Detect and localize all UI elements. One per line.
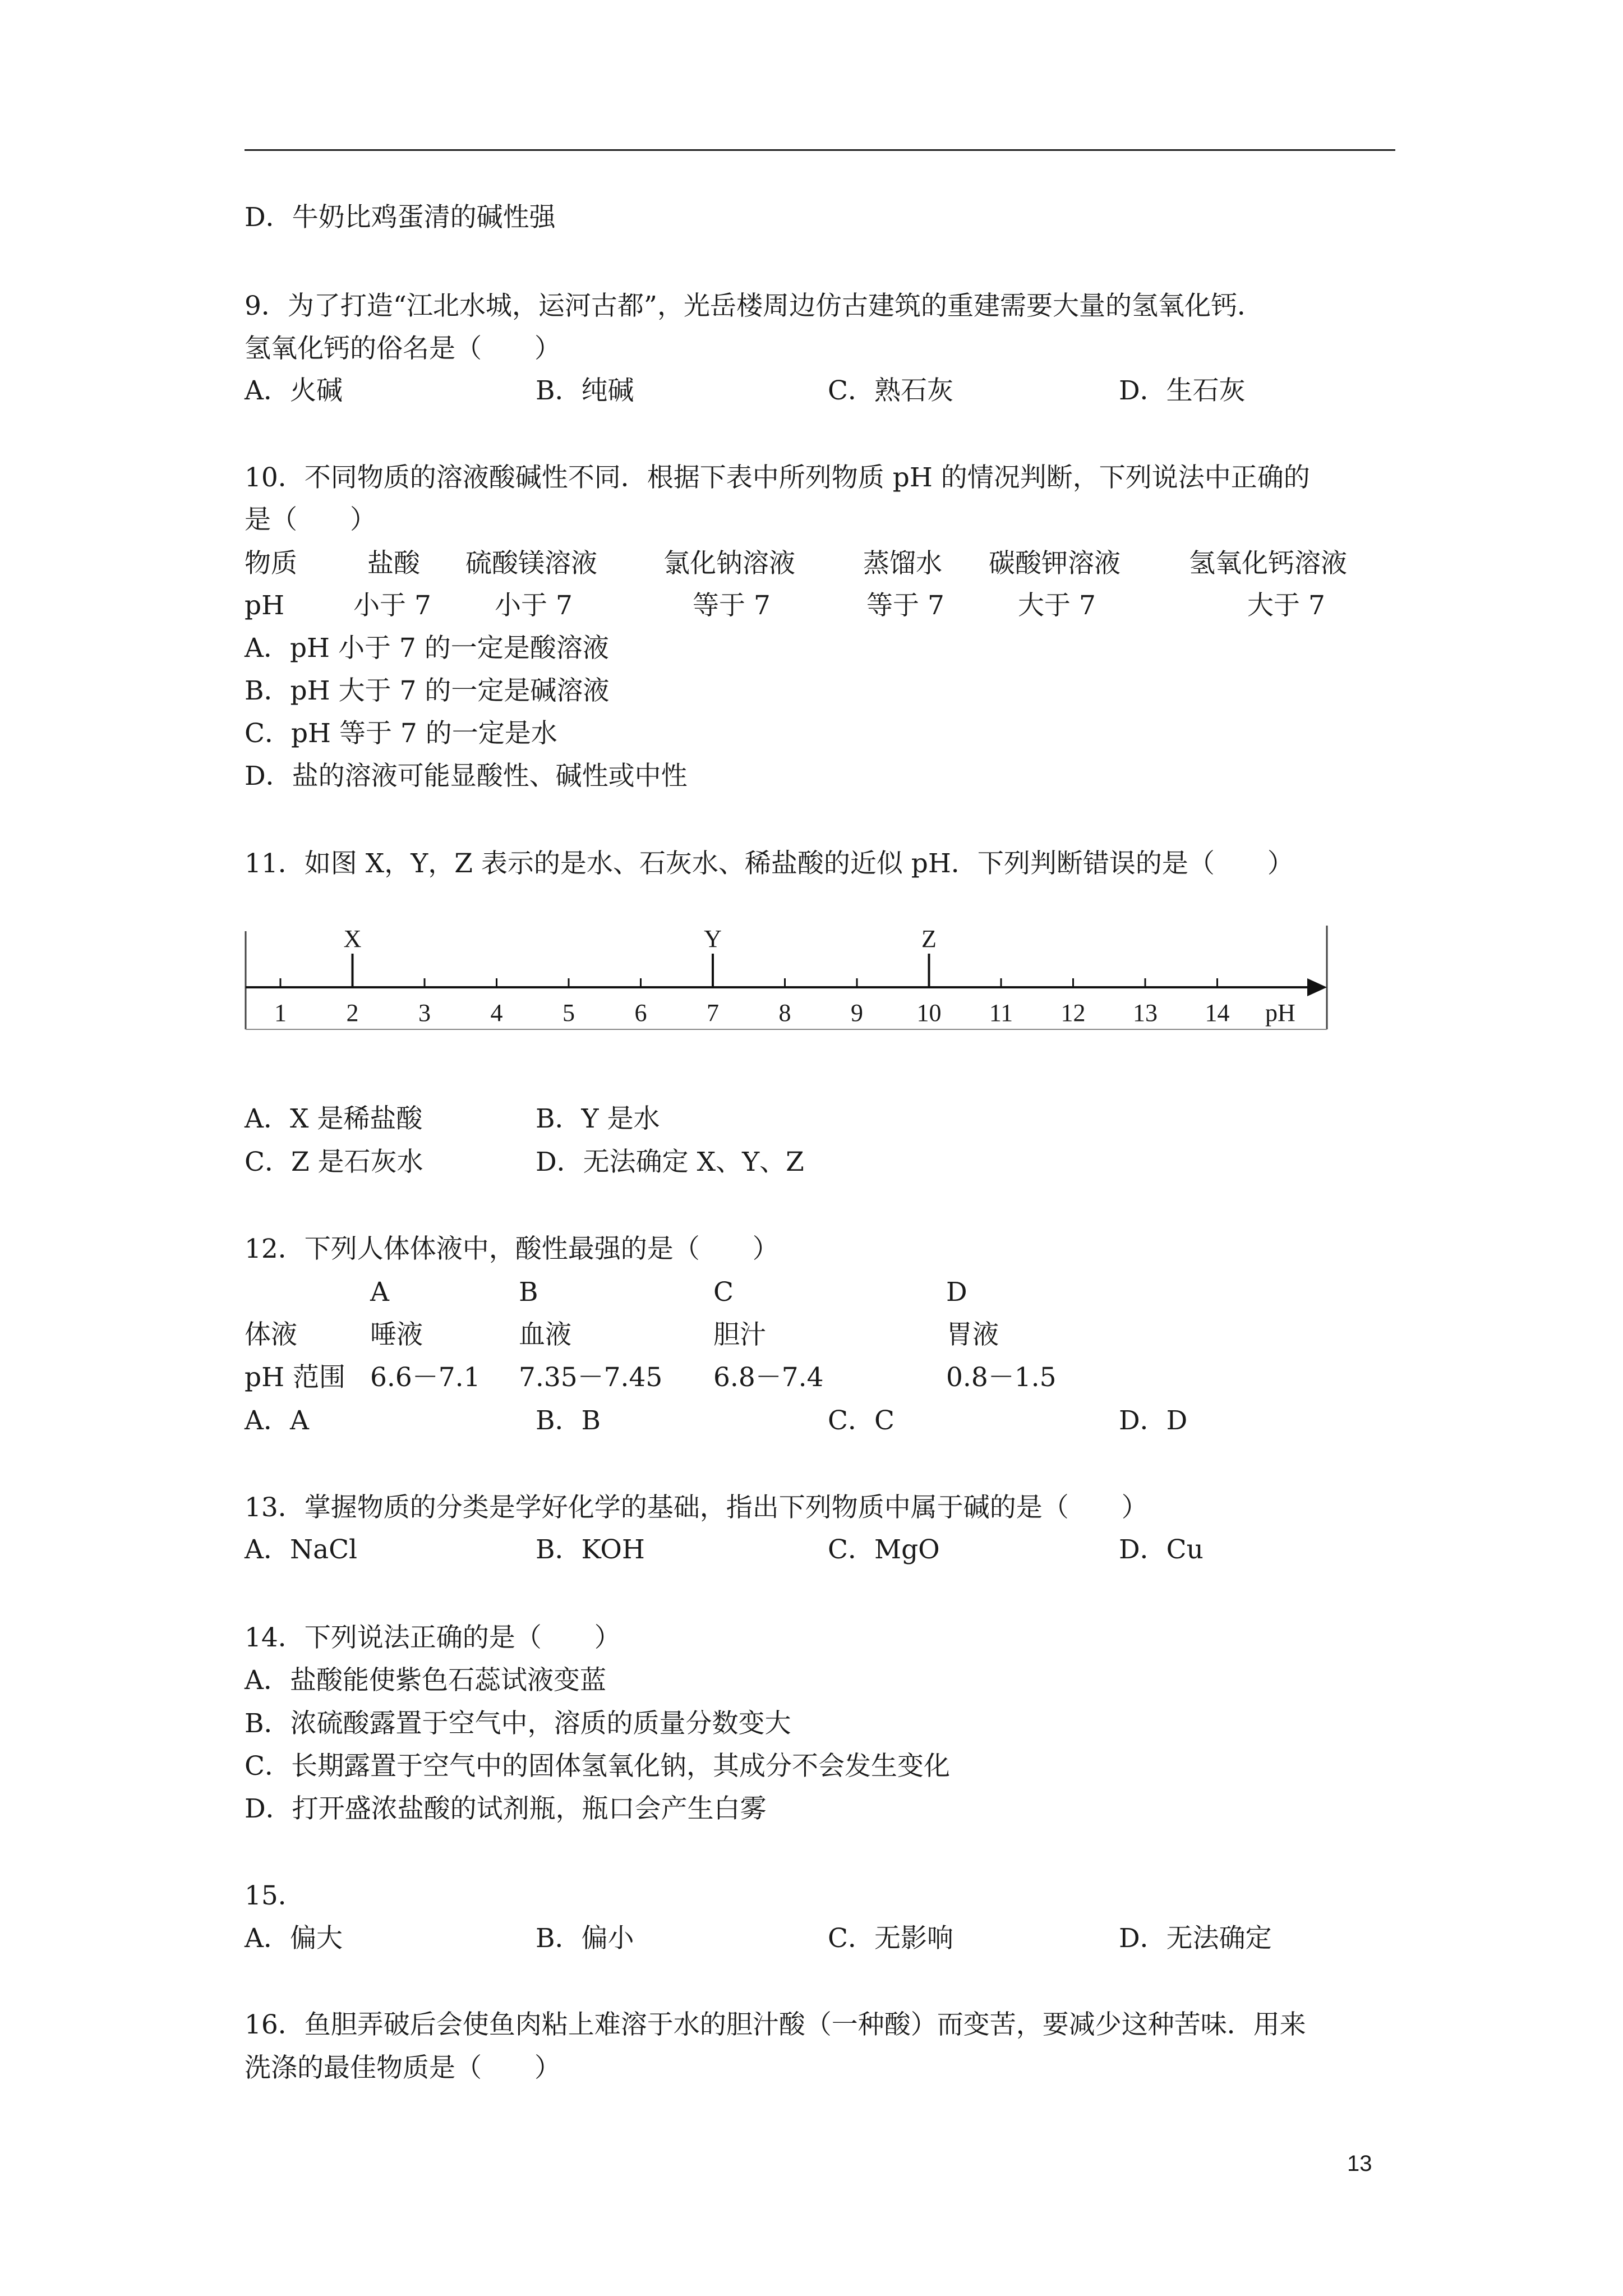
- ph-tick-label-9: 9: [851, 999, 863, 1027]
- q11-option-d: D．无法确定 X、Y、Z: [536, 1147, 804, 1177]
- q9-option-d: D．生石灰: [1119, 375, 1246, 406]
- q12-col-letter-c: C: [713, 1277, 734, 1308]
- q12-col-letter-a: A: [370, 1277, 389, 1308]
- ph-tick-label-3: 3: [418, 999, 431, 1027]
- q11-option-c: C．Z 是石灰水: [245, 1147, 423, 1177]
- q9-stem-line1: 9．为了打造“江北水城，运河古都”，光岳楼周边仿古建筑的重建需要大量的氢氧化钙．: [245, 291, 1264, 321]
- q15-option-c: C．无影响: [828, 1923, 953, 1954]
- q10-table-header-4: 蒸馏水: [863, 548, 942, 579]
- q15-stem: 15．: [245, 1880, 305, 1911]
- q9-stem-line2: 氢氧化钙的俗名是（ ）: [245, 333, 561, 364]
- ph-unit-label: pH: [1265, 999, 1295, 1027]
- header-rule: [245, 149, 1395, 151]
- q14-option-d: D．打开盛浓盐酸的试剂瓶，瓶口会产生白雾: [245, 1793, 767, 1824]
- q15-option-a: A．偏大: [245, 1923, 343, 1954]
- q10-table-header-0: 物质: [245, 548, 297, 579]
- ph-tick-labels: [274, 999, 1230, 1027]
- q12-col-letter-b: B: [519, 1277, 538, 1308]
- q12-row2-cell-0: pH 范围: [245, 1362, 346, 1393]
- q16-stem-line2: 洗涤的最佳物质是（ ）: [245, 2053, 561, 2083]
- q12-row2-cell-4: 0.8－1.5: [946, 1362, 1057, 1393]
- q10-stem-line1: 10．不同物质的溶液酸碱性不同．根据下表中所列物质 pH 的情况判断，下列说法中正确的: [245, 462, 1310, 493]
- ph-tick-label-2: 2: [346, 999, 359, 1027]
- q15-option-d: D．无法确定: [1119, 1923, 1272, 1954]
- q12-col-letter-d: D: [946, 1277, 967, 1308]
- q10-table-cell-6: 大于 7: [1247, 590, 1325, 621]
- ph-tick-label-4: 4: [490, 999, 503, 1027]
- q14-option-c: C．长期露置于空气中的固体氢氧化钠，其成分不会发生变化: [245, 1751, 950, 1782]
- q14-stem: 14．下列说法正确的是（ ）: [245, 1622, 621, 1653]
- ph-tick-label-8: 8: [778, 999, 791, 1027]
- q12-option-c: C．C: [828, 1405, 895, 1436]
- q10-table-cell-0: pH: [245, 590, 285, 621]
- ph-tick-label-10: 10: [916, 999, 942, 1027]
- q13-option-d: D．Cu: [1119, 1534, 1204, 1565]
- q13-option-c: C．MgO: [828, 1534, 940, 1565]
- ph-ticks: [280, 978, 1218, 987]
- ph-tick-label-1: 1: [274, 999, 287, 1027]
- q12-row1-cell-2: 血液: [519, 1319, 571, 1350]
- ph-tick-label-7: 7: [707, 999, 719, 1027]
- q10-stem-line2: 是（ ）: [245, 504, 376, 535]
- q10-option-a: A．pH 小于 7 的一定是酸溶液: [245, 633, 609, 664]
- q13-stem: 13．掌握物质的分类是学好化学的基础，指出下列物质中属于碱的是（ ）: [245, 1492, 1148, 1523]
- ph-tick-label-6: 6: [634, 999, 647, 1027]
- ph-markers: [344, 925, 937, 987]
- q9-option-b: B．纯碱: [536, 375, 634, 406]
- q10-table-cell-2: 小于 7: [495, 590, 573, 621]
- q16-stem-line1: 16．鱼胆弄破后会使鱼肉粘上难溶于水的胆汁酸（一种酸）而变苦，要减少这种苦味．用来: [245, 2009, 1306, 2040]
- q12-row1-cell-3: 胆汁: [713, 1319, 766, 1350]
- q14-option-a: A．盐酸能使紫色石蕊试液变蓝: [245, 1665, 606, 1696]
- q10-table-header-6: 氢氧化钙溶液: [1189, 548, 1347, 579]
- q10-option-c: C．pH 等于 7 的一定是水: [245, 718, 557, 749]
- ph-tick-label-12: 12: [1061, 999, 1086, 1027]
- q10-table-header-2: 硫酸镁溶液: [465, 548, 597, 579]
- q10-option-d: D．盐的溶液可能显酸性、碱性或中性: [245, 761, 688, 792]
- q10-table-cell-3: 等于 7: [693, 590, 771, 621]
- q12-row2-cell-3: 6.8－7.4: [713, 1362, 824, 1393]
- ph-tick-label-5: 5: [562, 999, 575, 1027]
- q10-table-cell-1: 小于 7: [353, 590, 431, 621]
- ph-marker-label-x: X: [343, 925, 362, 953]
- q12-row1-cell-0: 体液: [245, 1319, 297, 1350]
- ph-tick-label-11: 11: [989, 999, 1013, 1027]
- q12-row2-cell-2: 7.35－7.45: [519, 1362, 663, 1393]
- q12-row2-cell-1: 6.6－7.1: [370, 1362, 481, 1393]
- ph-scale-diagram: [245, 914, 1377, 1049]
- ph-axis-arrow-icon: [1307, 978, 1327, 996]
- page-number: 13: [1347, 2151, 1372, 2176]
- q9-option-c: C．熟石灰: [828, 375, 953, 406]
- q10-option-b: B．pH 大于 7 的一定是碱溶液: [245, 675, 610, 706]
- q10-table-header-3: 氯化钠溶液: [663, 548, 795, 579]
- ph-tick-label-14: 14: [1205, 999, 1230, 1027]
- q8-option-d: D．牛奶比鸡蛋清的碱性强: [245, 202, 556, 233]
- q13-option-b: B．KOH: [536, 1534, 645, 1565]
- q15-option-b: B．偏小: [536, 1923, 634, 1954]
- q10-table-header-5: 碳酸钾溶液: [989, 548, 1121, 579]
- q12-option-d: D．D: [1119, 1405, 1188, 1436]
- ph-tick-label-13: 13: [1133, 999, 1158, 1027]
- ph-marker-label-y: Y: [704, 925, 722, 953]
- ph-marker-label-z: Z: [921, 925, 937, 953]
- q12-option-a: A．A: [245, 1405, 309, 1436]
- q14-option-b: B．浓硫酸露置于空气中，溶质的质量分数变大: [245, 1708, 791, 1739]
- q9-option-a: A．火碱: [245, 375, 343, 406]
- q11-option-b: B．Y 是水: [536, 1103, 660, 1134]
- q12-row1-cell-1: 唾液: [370, 1319, 423, 1350]
- q10-table-cell-5: 大于 7: [1018, 590, 1096, 621]
- q12-option-b: B．B: [536, 1405, 601, 1436]
- q12-row1-cell-4: 胃液: [946, 1319, 999, 1350]
- q10-table-header-1: 盐酸: [367, 548, 420, 579]
- q10-table-cell-4: 等于 7: [866, 590, 944, 621]
- q11-option-a: A．X 是稀盐酸: [245, 1103, 423, 1134]
- q13-option-a: A．NaCl: [245, 1534, 358, 1565]
- q12-stem: 12．下列人体体液中，酸性最强的是（ ）: [245, 1234, 779, 1264]
- q11-stem: 11．如图 X，Y，Z 表示的是水、石灰水、稀盐酸的近似 pH．下列判断错误的是（ ）: [245, 848, 1294, 879]
